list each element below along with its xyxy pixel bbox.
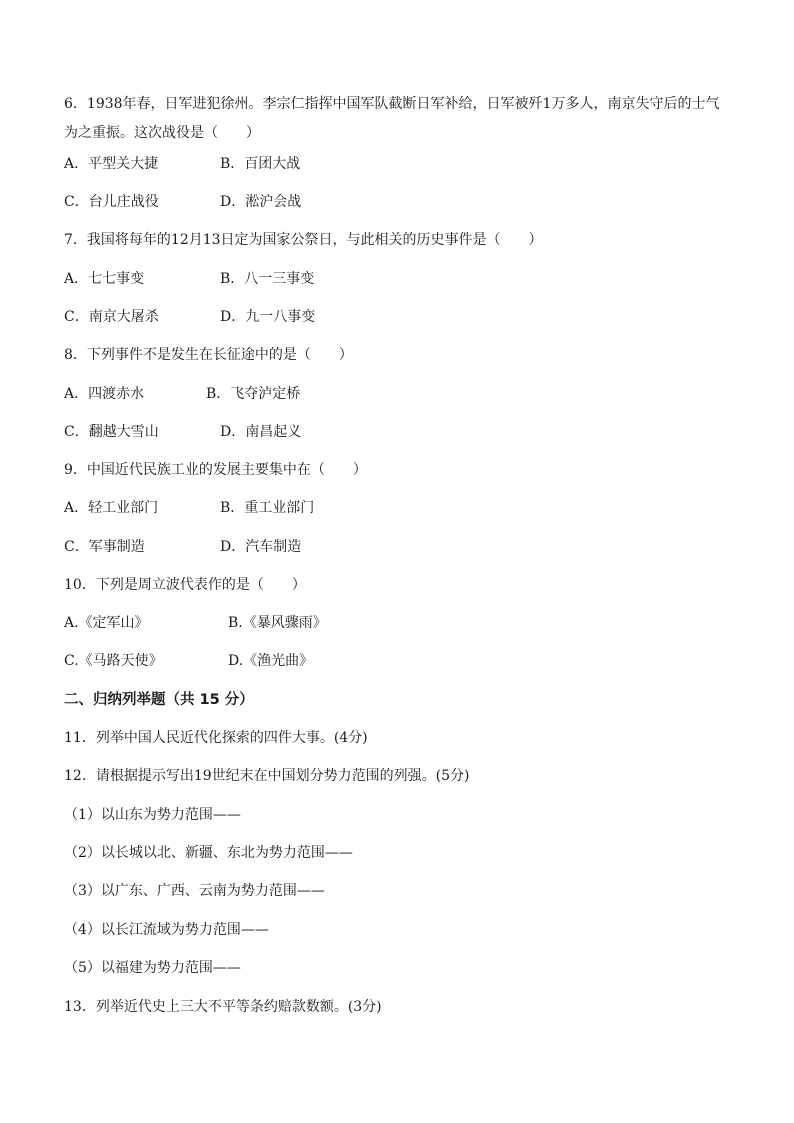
question-7-option-a: A．七七事变 bbox=[64, 271, 145, 287]
question-6-option-a: A．平型关大捷 bbox=[64, 156, 159, 172]
question-7-option-b: B．八一三事变 bbox=[220, 271, 315, 287]
question-9-option-b: B．重工业部门 bbox=[220, 500, 315, 516]
question-8-option-a: A．四渡赤水 bbox=[64, 386, 145, 402]
question-12-stem: 12．请根据提示写出19世纪末在中国划分势力范围的列强。(5分) bbox=[64, 768, 470, 784]
question-7-option-d: D．九一八事变 bbox=[220, 309, 316, 325]
question-8-option-b: B．飞夺泸定桥 bbox=[206, 386, 301, 402]
question-8-option-d: D．南昌起义 bbox=[220, 424, 302, 440]
question-10-stem: 10．下列是周立波代表作的是（ ） bbox=[64, 577, 306, 593]
question-6-stem: 6．1938年春，日军进犯徐州。李宗仁指挥中国军队截断日军补给，日军被歼1万多人，南京失守后的士气为之重振。这次战役是（ ） bbox=[64, 96, 720, 141]
question-6-option-c: C．台儿庄战役 bbox=[64, 194, 159, 210]
question-10-option-b: B.《暴风骤雨》 bbox=[228, 615, 327, 631]
question-10-option-c: C.《马路天使》 bbox=[64, 653, 163, 669]
question-12-item-3: （3）以广东、广西、云南为势力范围—— bbox=[64, 883, 325, 899]
question-10-option-a: A.《定军山》 bbox=[64, 615, 149, 631]
question-9-option-d: D．汽车制造 bbox=[220, 539, 302, 555]
question-12-item-5: （5）以福建为势力范围—— bbox=[64, 960, 241, 976]
question-12-item-4: （4）以长江流域为势力范围—— bbox=[64, 922, 269, 938]
question-12-item-1: （1）以山东为势力范围—— bbox=[64, 807, 241, 823]
section-2-heading: 二、归纳列举题（共 15 分） bbox=[64, 692, 254, 708]
question-6-option-d: D．淞沪会战 bbox=[220, 194, 302, 210]
question-7-stem: 7．我国将每年的12月13日定为国家公祭日，与此相关的历史事件是（ ） bbox=[64, 232, 543, 248]
question-10-option-d: D.《渔光曲》 bbox=[228, 653, 314, 669]
question-9-stem: 9．中国近代民族工业的发展主要集中在（ ） bbox=[64, 462, 367, 478]
question-6-option-b: B．百团大战 bbox=[220, 156, 301, 172]
question-9-option-a: A．轻工业部门 bbox=[64, 500, 159, 516]
question-9-option-c: C．军事制造 bbox=[64, 539, 145, 555]
question-7-option-c: C．南京大屠杀 bbox=[64, 309, 159, 325]
question-12-item-2: （2）以长城以北、新疆、东北为势力范围—— bbox=[64, 845, 353, 861]
question-8-stem: 8．下列事件不是发生在长征途中的是（ ） bbox=[64, 347, 353, 363]
question-8-option-c: C．翻越大雪山 bbox=[64, 424, 159, 440]
question-13: 13．列举近代史上三大不平等条约赔款数额。(3分) bbox=[64, 999, 382, 1015]
question-11: 11．列举中国人民近代化探索的四件大事。(4分) bbox=[64, 730, 368, 746]
